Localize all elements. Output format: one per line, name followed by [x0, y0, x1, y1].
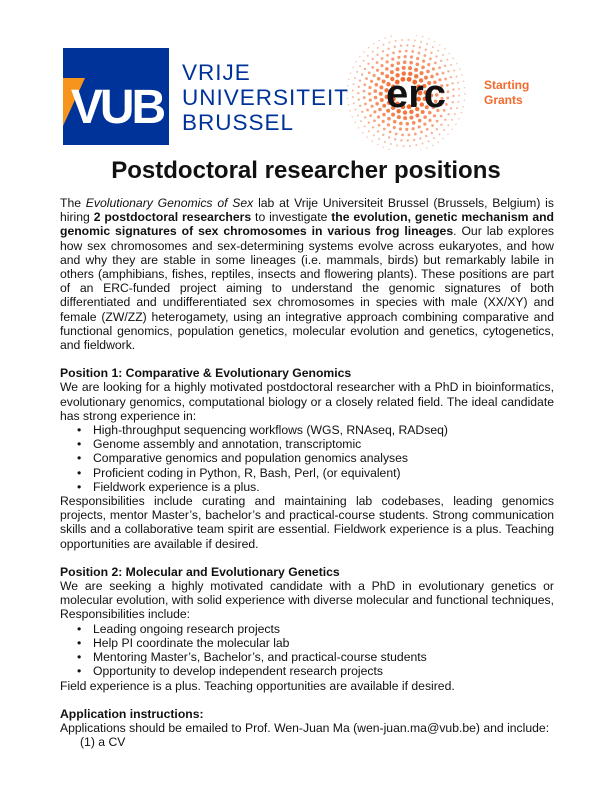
erc-halo-dot — [456, 107, 458, 109]
erc-halo-dot — [412, 121, 416, 125]
erc-halo-dot — [382, 79, 386, 83]
position-2-outro: Field experience is a plus. Teaching opportunities are available if desired. — [60, 678, 455, 693]
erc-halo-dot — [408, 66, 412, 70]
erc-halo-dot — [459, 68, 461, 70]
erc-halo-dot — [451, 119, 453, 121]
erc-halo-dot — [438, 133, 440, 135]
list-item: • Opportunity to develop independent research projects — [60, 664, 554, 678]
erc-halo-dot — [426, 147, 428, 149]
erc-halo-dot — [464, 87, 466, 89]
erc-halo-dot — [358, 86, 360, 88]
list-item: • Genome assembly and annotation, transcriptomic — [60, 437, 554, 451]
position-1-requirements — [60, 423, 554, 494]
erc-halo-dot — [400, 44, 402, 46]
erc-halo-dot — [437, 141, 439, 143]
erc-halo-dot — [373, 110, 376, 113]
erc-halo-dot — [426, 128, 429, 131]
erc-halo-dot — [394, 46, 396, 48]
erc-halo-dot — [369, 99, 372, 102]
erc-halo-dot — [382, 120, 385, 123]
erc-halo-dot — [383, 146, 385, 148]
erc-halo-dot — [347, 85, 349, 87]
erc-halo-dot — [401, 39, 403, 41]
erc-halo-dot — [358, 98, 360, 100]
erc-halo-dot — [368, 121, 370, 123]
erc-halo-dot — [351, 116, 353, 118]
erc-halo-dot — [451, 101, 453, 103]
erc-halo-dot — [419, 137, 421, 139]
erc-halo-dot — [352, 90, 354, 92]
erc-halo-dot — [359, 105, 361, 107]
erc-halo-dot — [368, 130, 370, 132]
erc-halo-dot — [379, 92, 383, 96]
erc-halo-dot — [447, 133, 449, 135]
erc-halo-dot — [414, 40, 416, 42]
erc-halo-dot — [434, 41, 436, 43]
erc-halo-dot — [420, 131, 423, 134]
spacer — [60, 352, 554, 366]
list-item: • Fieldwork experience is a plus. — [60, 480, 554, 494]
erc-subtitle — [484, 78, 529, 108]
erc-halo-dot — [397, 56, 400, 59]
erc-halo-dot — [354, 109, 356, 111]
research-focus: the evolution, genetic mechanism and genomic signatures of sex chromosomes in various frog lineages — [60, 210, 554, 239]
erc-halo-dot — [422, 36, 424, 38]
list-item: • Mentoring Master’s, Bachelor’s, and practical-course students — [60, 650, 554, 664]
erc-halo-dot — [372, 58, 374, 60]
erc-halo-dot — [396, 67, 400, 71]
erc-halo-dot — [389, 149, 391, 150]
erc-halo-dot — [379, 85, 383, 89]
erc-halo-dot — [360, 120, 362, 122]
erc-halo-dot — [358, 127, 360, 129]
erc-halo-dot — [373, 89, 377, 93]
application-text: Applications should be emailed to Prof. Wen-Juan Ma (wen-juan.ma@vub.be) and include: — [60, 720, 550, 735]
erc-halo-dot — [444, 119, 446, 121]
erc-halo-dot — [392, 51, 395, 54]
erc-halo-dot — [382, 44, 384, 46]
vub-wordmark — [182, 60, 349, 135]
erc-logo-text: erc — [385, 72, 447, 116]
erc-halo-dot — [382, 50, 384, 52]
erc-halo-dot — [387, 123, 390, 126]
position-1-intro: We are looking for a highly motivated postdoctoral researcher with a PhD in bioinformatics, evolutionary genomics, computational biology or a closely related field. The ideal candidate has strong experience in: — [60, 380, 554, 423]
erc-halo-dot — [418, 52, 421, 55]
erc-halo-dot — [458, 94, 460, 96]
erc-halo-dot — [346, 91, 348, 93]
erc-halo-dot — [397, 61, 401, 65]
erc-halo-dot — [406, 122, 410, 126]
erc-halo-dot — [451, 82, 453, 84]
vub-name-line-1: VRIJE — [182, 60, 251, 85]
erc-halo-dot — [363, 90, 366, 93]
erc-halo-dot — [377, 77, 381, 81]
erc-halo-dot — [416, 57, 419, 60]
list-item: • Leading ongoing research projects — [60, 622, 554, 636]
erc-halo-dot — [430, 52, 432, 54]
positions-count: 2 postdoctoral researchers — [93, 210, 252, 225]
erc-halo-dot — [411, 50, 414, 53]
erc-halo-dot — [409, 61, 413, 65]
erc-halo-dot — [446, 84, 449, 87]
erc-halo-dot — [399, 127, 402, 130]
erc-halo-dot — [363, 96, 366, 99]
erc-halo-dot — [364, 125, 366, 127]
erc-halo-dot — [438, 66, 441, 69]
erc-halo-dot — [415, 144, 417, 146]
erc-halo-dot — [423, 54, 426, 57]
erc-halo-dot — [444, 65, 446, 67]
erc-halo-dot — [393, 120, 397, 124]
erc-halo-dot — [404, 55, 407, 58]
erc-halo-dot — [436, 120, 439, 123]
erc-halo-dot — [377, 144, 379, 146]
erc-halo-dot — [365, 77, 368, 80]
erc-halo-dot — [376, 69, 379, 72]
erc-halo-dot — [437, 50, 439, 52]
erc-halo-dot — [354, 77, 356, 79]
erc-halo-dot — [348, 104, 350, 106]
erc-halo-dot — [395, 40, 397, 42]
intro-text-1: The — [60, 196, 86, 210]
erc-halo-dot — [347, 98, 349, 100]
erc-halo-dot — [403, 60, 407, 64]
document-body — [60, 196, 554, 749]
erc-halo-dot — [354, 122, 356, 124]
erc-halo-dot — [376, 61, 379, 64]
erc-halo-dot — [447, 113, 449, 115]
erc-halo-dot — [425, 135, 427, 137]
erc-halo-dot — [388, 136, 390, 138]
erc-halo-dot — [391, 57, 394, 60]
erc-halo-dot — [390, 35, 392, 37]
vub-name-line-3: BRUSSEL — [182, 110, 295, 135]
erc-halo-dot — [368, 86, 371, 89]
erc-halo-dot — [453, 69, 455, 71]
erc-halo-dot — [349, 110, 351, 112]
erc-halo-dot — [364, 102, 367, 105]
erc-halo-dot — [407, 39, 409, 41]
erc-halo-dot — [363, 83, 366, 86]
erc-halo-dot — [380, 98, 384, 102]
erc-halo-dot — [399, 122, 403, 126]
position-1-title: Position 1: Comparative & Evolutionary Genomics — [60, 366, 352, 381]
erc-halo-dot — [416, 63, 420, 67]
erc-halo-dot — [464, 93, 466, 95]
erc-halo-dot — [385, 67, 389, 71]
erc-halo-dot — [462, 106, 464, 108]
list-item: • Proficient coding in Python, R, Bash, Perl, (or equivalent) — [60, 466, 554, 480]
erc-halo-dot — [373, 119, 376, 122]
erc-halo-dot — [405, 50, 408, 53]
erc-halo-dot — [403, 145, 405, 147]
erc-halo-dot — [372, 74, 375, 77]
erc-halo-dot — [400, 139, 402, 141]
erc-halo-dot — [410, 55, 413, 58]
erc-halo-dot — [377, 130, 379, 132]
erc-halo-dot — [379, 40, 381, 42]
erc-halo-dot — [454, 113, 456, 115]
erc-halo-dot — [425, 49, 427, 51]
erc-halo-dot — [413, 139, 415, 141]
erc-halo-dot — [378, 138, 380, 140]
erc-halo-dot — [447, 90, 450, 93]
erc-halo-dot — [463, 81, 465, 83]
erc-halo-dot — [419, 46, 421, 48]
erc-halo-dot — [384, 37, 386, 39]
erc-halo-dot — [376, 54, 378, 56]
erc-halo-dot — [442, 54, 444, 56]
erc-halo-dot — [367, 55, 369, 57]
erc-halo-dot — [432, 46, 434, 48]
erc-halo-dot — [377, 115, 380, 118]
list-item: • Comparative genomics and population genomics analyses — [60, 451, 554, 465]
erc-halo-dot — [428, 140, 430, 142]
erc-halo-dot — [390, 143, 392, 145]
erc-halo-dot — [371, 66, 374, 69]
erc-halo-dot — [456, 63, 458, 65]
erc-subtitle-line-2: Grants — [484, 93, 523, 107]
position-2-responsibilities — [60, 622, 554, 679]
erc-halo-dot — [447, 70, 449, 72]
application-item-cv: (1) a CV — [80, 735, 126, 750]
vub-logo — [63, 48, 169, 145]
erc-halo-dot — [443, 138, 445, 140]
erc-halo-dot — [352, 67, 354, 69]
erc-halo-dot — [433, 137, 435, 139]
erc-halo-dot — [368, 92, 371, 95]
erc-halo-dot — [361, 73, 363, 75]
erc-halo-dot — [405, 128, 408, 131]
erc-halo-dot — [407, 139, 409, 141]
page-title: Postdoctoral researcher positions — [111, 157, 501, 184]
position-2-title: Position 2: Molecular and Evolutionary Genetics — [60, 564, 340, 579]
erc-halo-dot — [366, 136, 368, 138]
erc-halo-dot — [388, 41, 390, 43]
erc-halo-dot — [362, 132, 364, 134]
erc-halo-dot — [440, 60, 442, 62]
erc-halo-dot — [423, 123, 426, 126]
erc-halo-dot — [451, 129, 453, 131]
erc-halo-dot — [359, 56, 361, 58]
erc-halo-dot — [398, 50, 401, 53]
erc-subtitle-line-1: Starting — [484, 78, 530, 92]
erc-halo-dot — [432, 145, 434, 147]
erc-halo-dot — [452, 88, 454, 90]
page-header — [0, 0, 612, 150]
lab-name: Evolutionary Genomics of Sex — [85, 196, 254, 210]
erc-halo-dot — [418, 119, 422, 123]
erc-halo-dot — [452, 95, 454, 97]
intro-text-3: to investigate — [251, 210, 332, 225]
erc-halo-dot — [389, 130, 392, 133]
erc-halo-dot — [446, 97, 449, 100]
erc-halo-dot — [453, 57, 455, 59]
erc-halo-dot — [390, 64, 394, 68]
erc-halo-dot — [440, 124, 442, 126]
erc-halo-dot — [446, 59, 448, 61]
erc-halo-dot — [458, 88, 460, 90]
erc-halo-dot — [366, 109, 369, 112]
erc-halo-dot — [439, 44, 441, 46]
erc-halo-dot — [435, 55, 437, 57]
erc-halo-dot — [367, 62, 369, 64]
erc-halo-dot — [361, 111, 363, 113]
erc-halo-dot — [394, 138, 396, 140]
erc-halo-dot — [372, 126, 374, 128]
erc-halo-dot — [395, 132, 398, 135]
erc-halo-dot — [380, 64, 383, 67]
erc-halo-dot — [426, 43, 428, 45]
erc-halo-dot — [464, 100, 466, 102]
erc-halo-dot — [386, 60, 389, 63]
erc-halo-dot — [372, 51, 374, 53]
list-item: • High-throughput sequencing workflows (WGS, RNAseq, RADseq) — [60, 423, 554, 437]
erc-halo-dot — [409, 116, 413, 120]
erc-halo-dot — [352, 96, 354, 98]
erc-halo-dot — [396, 144, 398, 146]
erc-halo-dot — [431, 132, 433, 134]
erc-halo-dot — [455, 123, 457, 125]
intro-text-2: lab at Vrije Universiteit Brussel (Brussels, Belgium) is hiring — [60, 196, 554, 225]
erc-halo-dot — [461, 112, 463, 114]
erc-halo-dot — [384, 141, 386, 143]
erc-halo-dot — [428, 119, 431, 122]
vub-name-line-2: UNIVERSITEIT — [182, 85, 350, 110]
erc-halo-dot — [373, 134, 375, 136]
erc-halo-dot — [356, 71, 358, 73]
intro-text-4: . Our lab explores how sex chromosomes and sex-determining systems evolve across eukaryotes, and how and why they are stable in some lineages (i.e. mammals, birds) but remarkably labile in others (amphibians, fishes, reptiles, insects and flowering plants). These positions are part of an ERC-funded project aiming to understand the genomic signatures of both differentiated and undifferentiated sex chromosomes in species with male (XX/XY) and female (ZW/ZZ) heterogamety, using an integrative approach combining comparative and functional genomics, population genetics, molecular evolution and genetics, cytogenetics, and fieldwork. — [60, 224, 554, 353]
erc-halo-dot — [431, 124, 434, 127]
spacer — [60, 551, 554, 565]
erc-halo-dot — [387, 47, 389, 49]
erc-halo-dot — [422, 59, 425, 62]
erc-halo-dot — [421, 66, 425, 70]
erc-halo-dot — [420, 149, 422, 150]
position-1-responsibilities: Responsibilities include curating and maintaining lab codebases, leading genomics projects, mentor Master’s, bachelor’s and practical-course students. Strong communication skills and a collaborative team spirit are essential. Fieldwork experience is a plus. Teaching opportunities are available if desired. — [60, 494, 554, 551]
erc-halo-dot — [387, 117, 391, 121]
erc-halo-dot — [375, 102, 379, 106]
erc-halo-dot — [450, 107, 452, 109]
erc-halo-dot — [364, 116, 366, 118]
erc-halo-dot — [450, 64, 452, 66]
intro-paragraph — [60, 196, 554, 352]
erc-halo-dot — [412, 127, 415, 130]
erc-halo-dot — [359, 79, 361, 81]
erc-halo-dot — [403, 116, 407, 120]
erc-halo-dot — [420, 41, 422, 43]
erc-halo-dot — [402, 66, 406, 70]
erc-halo-dot — [350, 73, 352, 75]
erc-halo-dot — [369, 114, 372, 117]
erc-halo-dot — [414, 133, 417, 136]
erc-halo-dot — [457, 82, 459, 84]
erc-halo-dot — [371, 140, 373, 142]
erc-halo-dot — [444, 48, 446, 50]
erc-halo-dot — [428, 38, 430, 40]
erc-halo-dot — [461, 74, 463, 76]
erc-halo-dot — [378, 124, 381, 127]
erc-halo-dot — [432, 67, 435, 70]
erc-halo-dot — [408, 133, 411, 136]
erc-halo-dot — [447, 124, 449, 126]
erc-halo-dot — [434, 62, 437, 65]
erc-halo-dot — [416, 35, 418, 36]
erc-halo-dot — [422, 143, 424, 145]
vub-logo-graphic — [63, 48, 169, 145]
erc-halo-dot — [443, 129, 445, 131]
vub-logo-letters: VUB — [70, 81, 164, 134]
erc-halo-dot — [353, 102, 355, 104]
erc-halo-dot — [353, 83, 355, 85]
erc-halo-dot — [364, 68, 366, 70]
erc-halo-dot — [406, 44, 408, 46]
erc-halo-dot — [382, 134, 384, 136]
erc-halo-dot — [393, 126, 396, 129]
erc-halo-dot — [418, 125, 421, 128]
erc-halo-dot — [380, 72, 384, 76]
erc-halo-dot — [357, 92, 359, 94]
erc-halo-dot — [363, 51, 365, 53]
erc-halo-dot — [368, 47, 370, 49]
erc-halo-dot — [355, 61, 357, 63]
erc-halo-dot — [383, 128, 386, 131]
erc-logo — [340, 35, 480, 150]
application-title: Application instructions: — [60, 706, 204, 721]
erc-halo-dot — [373, 43, 375, 45]
erc-halo-dot — [368, 71, 371, 74]
erc-halo-dot — [450, 76, 452, 78]
erc-halo-dot — [401, 133, 404, 136]
erc-halo-dot — [363, 60, 365, 62]
erc-halo-dot — [377, 47, 379, 49]
erc-halo-dot — [348, 79, 350, 81]
erc-halo-dot — [449, 52, 451, 54]
erc-halo-dot — [381, 57, 384, 60]
erc-halo-dot — [429, 57, 432, 60]
erc-halo-dot — [457, 101, 459, 103]
list-item: • Help PI coordinate the molecular lab — [60, 636, 554, 650]
erc-halo-dot — [374, 96, 378, 100]
position-2-intro: We are seeking a highly motivated candidate with a PhD in evolutionary genetics or molecular evolution, with solid experience with diverse molecular and functional techniques, Responsibilities include: — [60, 579, 554, 622]
spacer — [60, 693, 554, 707]
erc-halo-dot — [375, 83, 379, 87]
erc-halo-dot — [436, 128, 438, 130]
erc-halo-dot — [386, 54, 389, 57]
erc-halo-dot — [409, 145, 411, 147]
erc-halo-dot — [412, 45, 414, 47]
erc-halo-dot — [378, 108, 382, 112]
erc-halo-dot — [359, 65, 361, 67]
erc-halo-dot — [370, 105, 373, 108]
erc-halo-dot — [370, 80, 373, 83]
erc-halo-dot — [357, 115, 359, 117]
erc-halo-dot — [427, 63, 430, 66]
erc-halo-dot — [458, 118, 460, 120]
erc-halo-dot — [456, 75, 458, 77]
